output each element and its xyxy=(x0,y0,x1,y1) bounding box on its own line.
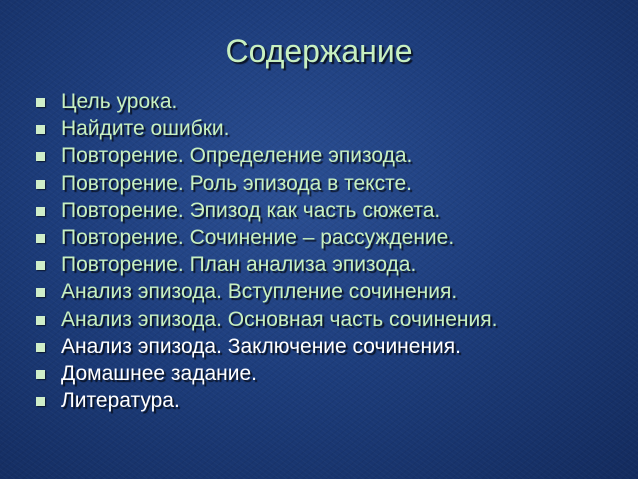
list-item-label: Цель урока. xyxy=(61,90,178,113)
list-item-label: Анализ эпизода. Заключение сочинения. xyxy=(61,334,461,358)
square-bullet-icon xyxy=(36,125,45,134)
list-item-label: Анализ эпизода. Основная часть сочинения. xyxy=(61,307,498,331)
slide-title: Содержание xyxy=(225,33,413,69)
square-bullet-icon xyxy=(36,343,45,352)
list-item-label: Анализ эпизода. Вступление сочинения. xyxy=(61,280,458,304)
list-item-label: Повторение. Определение эпизода. xyxy=(61,144,413,168)
square-bullet-icon xyxy=(36,152,45,161)
list-item-label: Домашнее задание. xyxy=(61,361,257,385)
list-item-label: Повторение. Сочинение – рассуждение. xyxy=(61,225,455,249)
square-bullet-icon xyxy=(36,261,45,270)
square-bullet-icon xyxy=(36,316,45,325)
list-item-label: Повторение. Роль эпизода в тексте. xyxy=(61,171,412,195)
list-item-label: Повторение. План анализа эпизода. xyxy=(61,253,417,277)
square-bullet-icon xyxy=(36,370,45,379)
square-bullet-icon xyxy=(36,288,45,297)
list-item-label: Повторение. Эпизод как часть сюжета. xyxy=(61,198,441,222)
square-bullet-icon xyxy=(36,207,45,216)
square-bullet-icon xyxy=(36,180,45,189)
square-bullet-icon xyxy=(36,234,45,243)
square-bullet-icon xyxy=(36,98,45,107)
square-bullet-icon xyxy=(36,397,45,406)
list-item-label: Литература. xyxy=(61,389,180,413)
list-item-label: Найдите ошибки. xyxy=(61,117,230,141)
